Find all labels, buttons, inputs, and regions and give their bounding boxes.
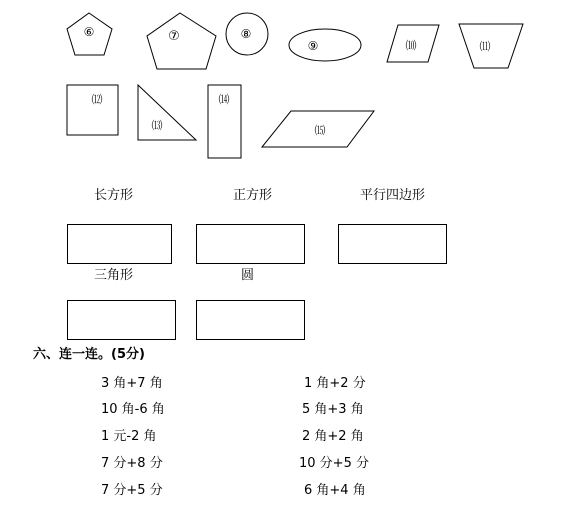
shape-13-triangle: [138, 85, 196, 140]
answer-box-parallelogram[interactable]: [338, 224, 447, 264]
shape-7-pentagon: [147, 13, 216, 69]
shape-9-label: ⑨: [307, 39, 319, 53]
answer-box-circle[interactable]: [196, 300, 305, 340]
shape-6-label: ⑥: [83, 25, 95, 39]
answer-box-square[interactable]: [196, 224, 305, 264]
shape-9-ellipse: [289, 29, 361, 61]
section-6-heading: 六、连一连。(5分): [33, 347, 145, 362]
right-expression[interactable]: 6 角+4 角: [304, 483, 366, 498]
shapes-figure: [0, 0, 587, 170]
right-expression[interactable]: 2 角+2 角: [302, 429, 364, 444]
category-parallelogram-label: 平行四边形: [360, 188, 426, 203]
left-expression[interactable]: 3 角+7 角: [101, 376, 163, 391]
left-expression[interactable]: 10 角-6 角: [101, 402, 165, 417]
category-triangle-label: 三角形: [94, 268, 134, 283]
right-expression[interactable]: 10 分+5 分: [299, 456, 369, 471]
shape-11-label: ⑾: [479, 40, 491, 53]
shape-10-label: ⑽: [405, 39, 417, 52]
answer-box-rectangle[interactable]: [67, 224, 172, 264]
category-circle-label: 圆: [241, 268, 255, 283]
shape-13-label: ⒀: [151, 119, 163, 132]
category-square-label: 正方形: [233, 188, 273, 203]
right-expression[interactable]: 1 角+2 分: [304, 376, 366, 391]
shape-8-label: ⑧: [240, 27, 252, 41]
answer-box-triangle[interactable]: [67, 300, 176, 340]
shape-7-label: ⑦: [168, 29, 180, 44]
left-expression[interactable]: 7 分+8 分: [101, 456, 163, 471]
shape-11-trapezoid: [459, 24, 523, 68]
shape-15-label: ⒂: [314, 124, 326, 137]
left-expression[interactable]: 7 分+5 分: [101, 483, 163, 498]
shape-12-label: ⑿: [91, 93, 103, 106]
right-expression[interactable]: 5 角+3 角: [302, 402, 364, 417]
category-rectangle-label: 长方形: [94, 188, 134, 203]
shape-14-label: ⒁: [218, 93, 230, 106]
left-expression[interactable]: 1 元-2 角: [101, 429, 157, 444]
